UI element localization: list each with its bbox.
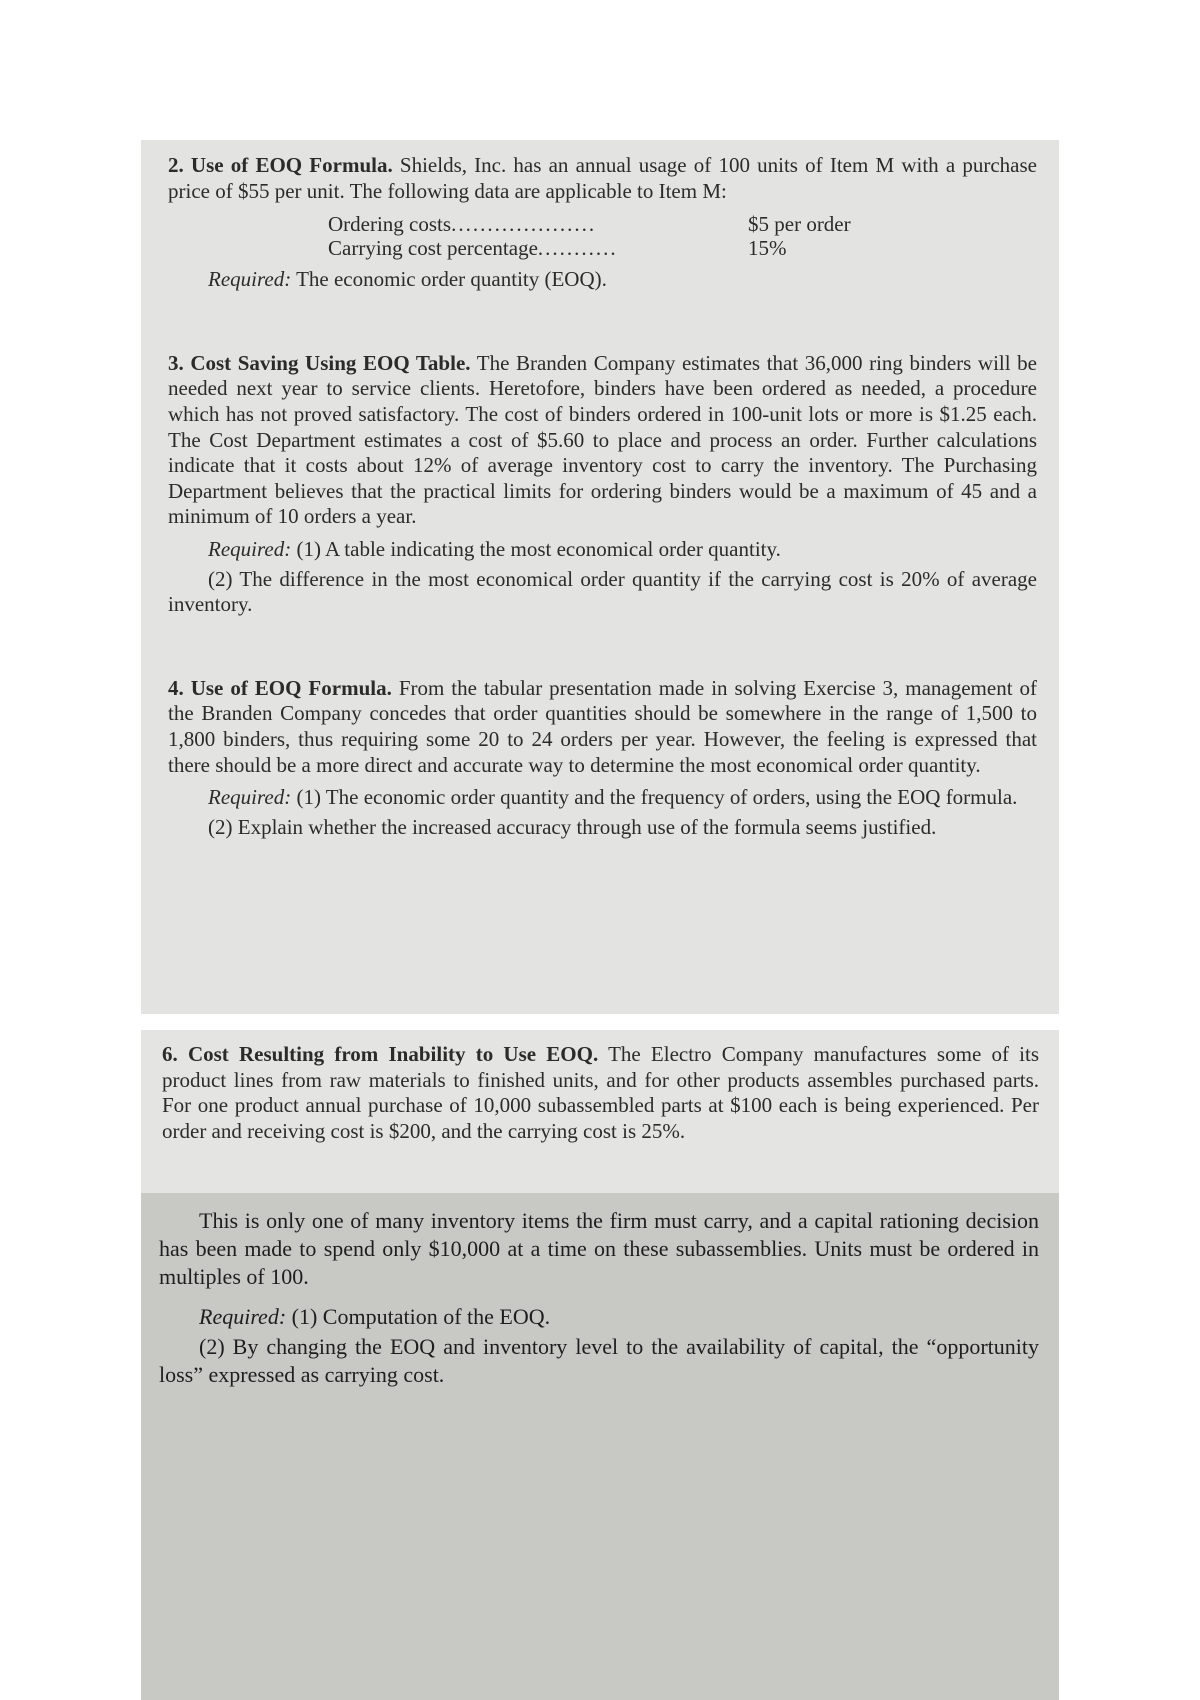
exercise-2-data-table: [328, 212, 851, 260]
required-label: Required:: [208, 267, 292, 292]
leader-dots: ....................: [451, 212, 597, 237]
exercise-4-text: [168, 676, 1037, 778]
exercise-6-text: [162, 1042, 1039, 1144]
required-label: Required:: [208, 536, 292, 561]
exercise-4-required-2: (2) Explain whether the increased accuracy through use of the formula seems justified.: [208, 814, 937, 839]
exercise-2-text: [168, 153, 1037, 204]
exercise-6-continued: This is only one of many inventory items the firm must carry, and a capital rationing decision has been made to spend only $10,000 at a time on these subassemblies. Units must be ordered in multiples of 100.: [159, 1208, 1039, 1289]
exercise-panel-bottom: [141, 1193, 1059, 1700]
row-label: Ordering costs: [328, 212, 452, 237]
required-label: Required:: [199, 1304, 287, 1329]
exercise-6-required-1: [159, 1303, 1039, 1331]
table-row: [328, 212, 851, 236]
leader-dots: ...........: [537, 236, 618, 261]
exercise-2-body: Shields, Inc. has an annual usage of 100 units of Item M with a purchase price of $55 per unit. The following data are applicable to Item M:: [168, 153, 1037, 203]
required-text: (1) A table indicating the most economical order quantity.: [296, 536, 781, 561]
row-label: Carrying cost percentage: [328, 236, 538, 261]
exercise-2: [168, 153, 1037, 293]
exercise-panel-middle: [141, 1030, 1059, 1193]
exercise-3-required-1: [168, 537, 1037, 563]
exercise-3-heading: 3. Cost Saving Using EOQ Table.: [168, 350, 471, 375]
required-text: (1) Computation of the EOQ.: [291, 1304, 551, 1329]
row-value: $5 per order: [748, 212, 851, 237]
exercise-6-required-2: (2) By changing the EOQ and inventory level to the availability of capital, the “opportunity loss” expressed as carrying cost.: [159, 1334, 1039, 1387]
exercise-3-body: The Branden Company estimates that 36,000 ring binders will be needed next year to service clients. Heretofore, binders have been ordered as needed, a procedure which has not proved satisfactory. The cost of binders ordered in 100-unit lots or more is $1.25 each. The Cost Department estimates a cost of $5.60 to place and process an order. Further calculations indicate that it costs about 12% of average inventory cost to carry the inventory. The Purchasing Department believes that the practical limits for ordering binders would be a maximum of 45 and a minimum of 10 orders a year.: [168, 350, 1038, 529]
exercise-6-heading: 6. Cost Resulting from Inability to Use EOQ.: [162, 1042, 599, 1066]
exercise-4-heading: 4. Use of EOQ Formula.: [168, 675, 392, 700]
exercise-2-heading: 2. Use of EOQ Formula.: [168, 153, 393, 177]
exercise-4-body: From the tabular presentation made in solving Exercise 3, management of the Branden Company concedes that order quantities should be somewhere in the range of 1,500 to 1,800 binders, thus requiring some 20 to 24 orders per year. However, the feeling is expressed that there should be a more direct and accurate way to determine the most economical order quantity.: [168, 675, 1038, 777]
exercise-6-body: The Electro Company manufactures some of its product lines from raw materials to finished units, and for other products assembles purchased parts. For one product annual purchase of 10,000 subassembled parts at $100 each is being experienced. Per order and receiving cost is $200, and the carrying cost is 25%.: [162, 1042, 1040, 1143]
exercise-4-required-1: [168, 785, 1037, 811]
exercise-3-required-2: (2) The difference in the most economical order quantity if the carrying cost is 20% of average inventory.: [168, 566, 1037, 617]
table-row: [328, 236, 851, 260]
required-text: The economic order quantity (EOQ).: [296, 267, 607, 292]
row-value: 15%: [748, 236, 787, 261]
exercise-4: [168, 676, 1037, 841]
exercise-panel-top: [141, 140, 1059, 1014]
exercise-2-required: [168, 267, 1037, 293]
required-label: Required:: [208, 785, 292, 810]
required-text: (1) The economic order quantity and the frequency of orders, using the EOQ formula.: [296, 785, 1018, 810]
exercise-3-text: [168, 351, 1037, 530]
exercise-3: [168, 351, 1037, 618]
